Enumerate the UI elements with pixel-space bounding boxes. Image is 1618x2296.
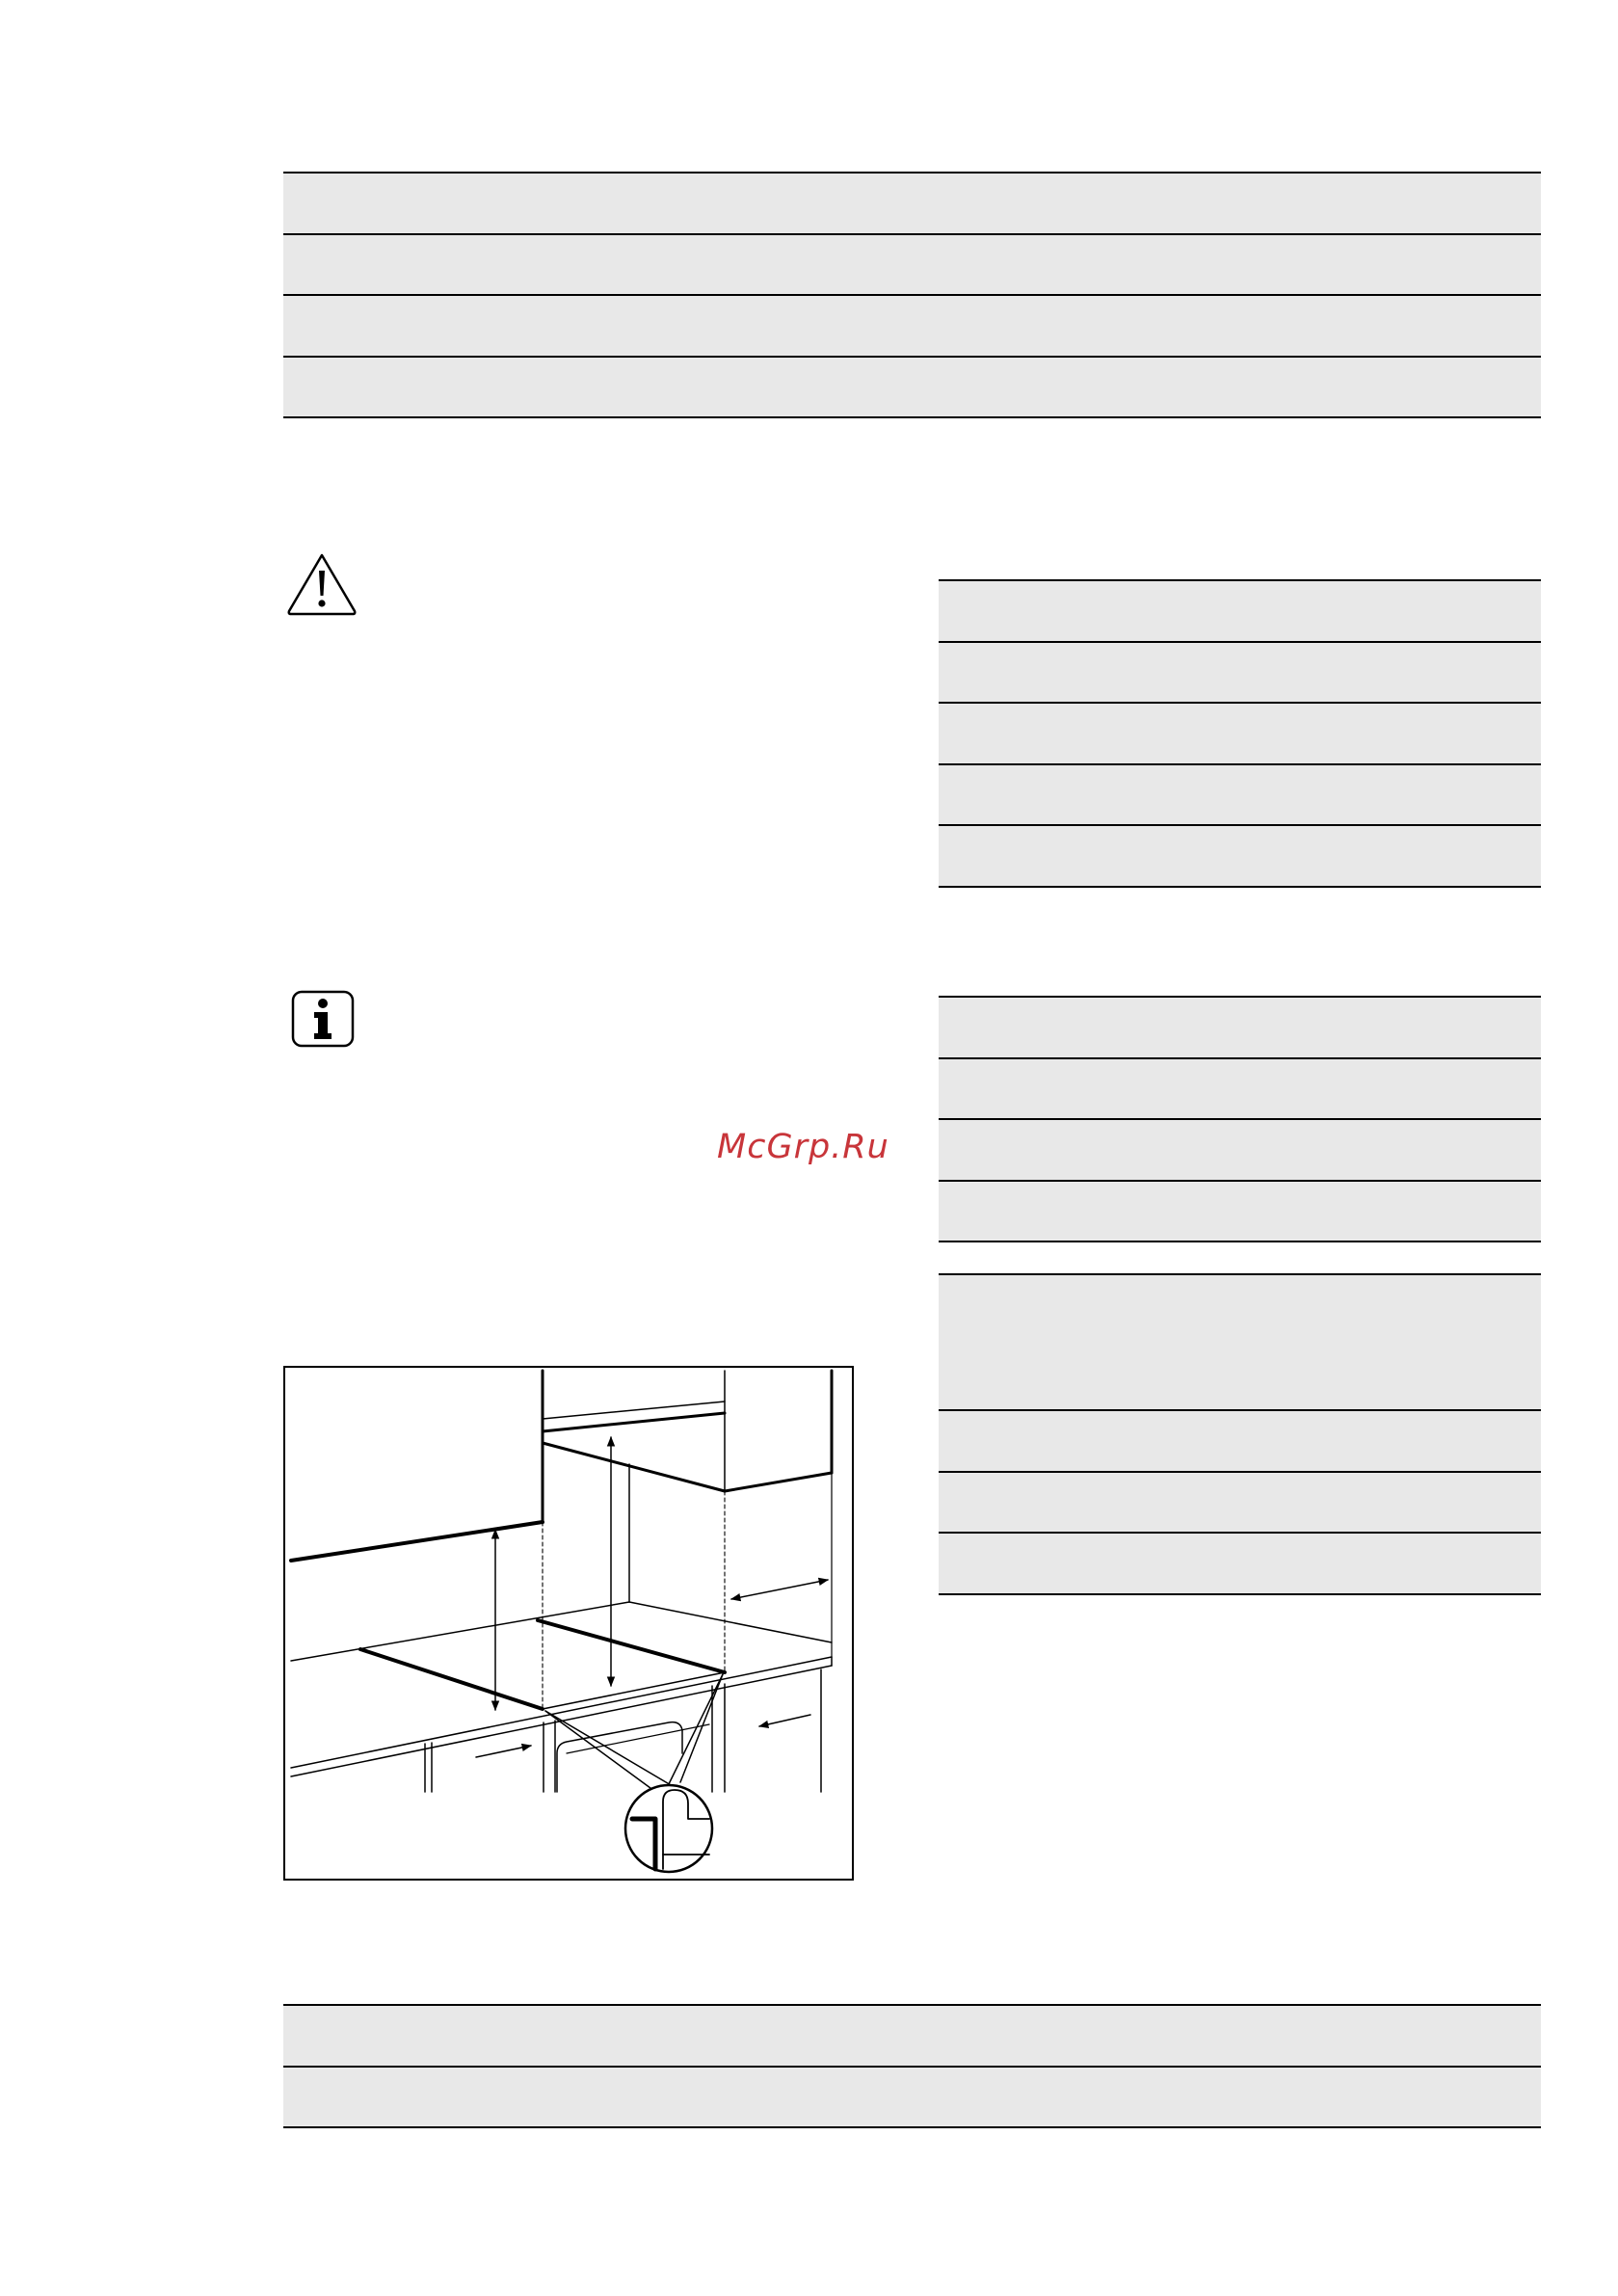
table-right-2 bbox=[939, 996, 1541, 1242]
table-right-1 bbox=[939, 579, 1541, 888]
table-row bbox=[939, 1473, 1541, 1535]
table-right-3 bbox=[939, 1273, 1541, 1595]
table-row bbox=[283, 235, 1541, 297]
table-row bbox=[939, 765, 1541, 827]
table-row bbox=[939, 826, 1541, 888]
table-row bbox=[939, 1059, 1541, 1121]
warning-triangle-icon bbox=[285, 551, 358, 617]
watermark: McGrp.Ru bbox=[717, 1128, 889, 1166]
table-row bbox=[939, 1275, 1541, 1411]
table-bottom bbox=[283, 2004, 1541, 2128]
installation-diagram bbox=[285, 1368, 852, 1879]
table-row bbox=[939, 1182, 1541, 1243]
table-row bbox=[283, 174, 1541, 235]
table-row bbox=[283, 358, 1541, 419]
table-row bbox=[939, 1120, 1541, 1182]
info-icon bbox=[291, 990, 355, 1048]
table-row bbox=[939, 643, 1541, 705]
table-top bbox=[283, 172, 1541, 418]
table-row bbox=[283, 2006, 1541, 2068]
table-row bbox=[283, 296, 1541, 358]
table-row bbox=[939, 581, 1541, 643]
table-row bbox=[939, 998, 1541, 1059]
table-row bbox=[939, 704, 1541, 765]
installation-figure bbox=[283, 1366, 854, 1881]
table-row bbox=[939, 1411, 1541, 1473]
table-row bbox=[283, 2068, 1541, 2129]
table-row bbox=[939, 1534, 1541, 1595]
